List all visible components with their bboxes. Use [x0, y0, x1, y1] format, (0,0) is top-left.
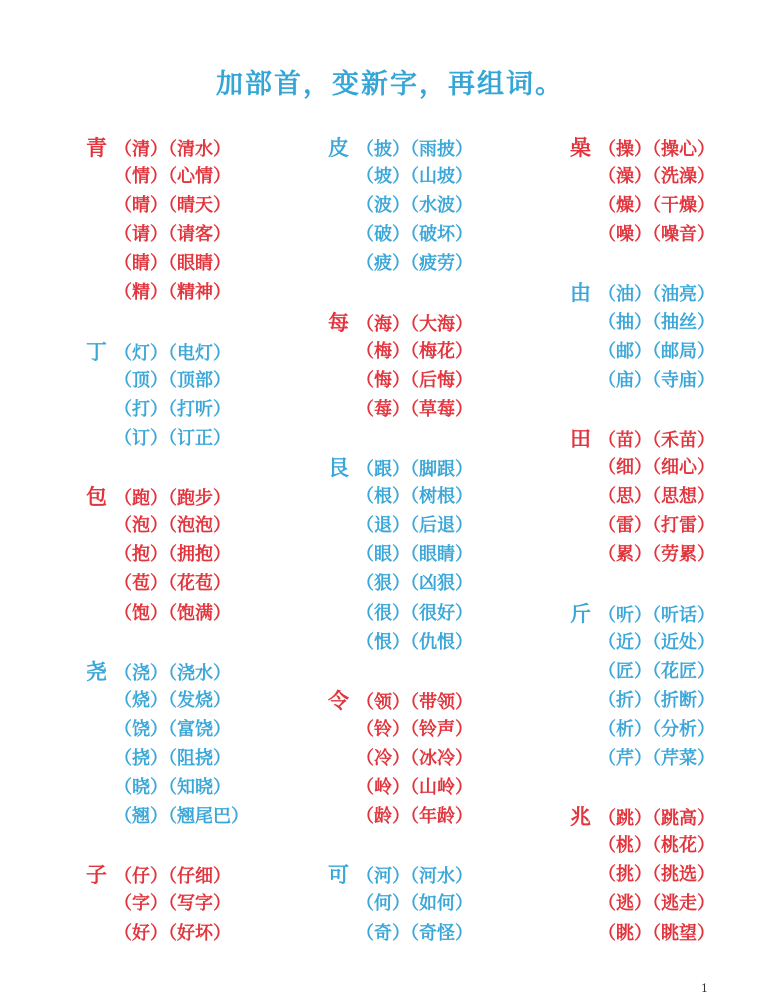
radical-base-char: 青 [86, 135, 107, 160]
word-line [328, 919, 473, 948]
word-line [570, 860, 715, 889]
new-char-and-word: （破）（破坏） [356, 224, 473, 246]
new-char-and-word: （跑）（跑步） [114, 488, 231, 510]
new-char-and-word: （精）（精神） [114, 282, 231, 304]
page-number: 1 [701, 982, 708, 995]
radical-base-char: 子 [86, 862, 107, 888]
word-line [570, 715, 715, 744]
new-char-and-word: （挑）（挑选） [598, 864, 715, 886]
word-line [86, 860, 249, 889]
word-line [328, 511, 473, 540]
new-char-and-word: （疲）（疲劳） [356, 253, 473, 275]
word-line [570, 686, 715, 715]
new-char-and-word: （浇）（浇水） [114, 662, 231, 684]
word-line [328, 162, 473, 191]
word-line [328, 191, 473, 220]
radical-base-char: 喿 [570, 135, 591, 160]
new-char-and-word: （思）（思想） [598, 486, 715, 508]
word-line [86, 889, 249, 918]
new-char-and-word: （打）（打听） [114, 398, 231, 420]
radical-base-char: 每 [328, 309, 349, 335]
word-line [328, 337, 473, 366]
new-char-and-word: （海）（大海） [356, 313, 473, 335]
word-line [86, 337, 249, 366]
new-char-and-word: （退）（后退） [356, 515, 473, 537]
word-line [328, 860, 473, 889]
new-char-and-word: （烧）（发烧） [114, 689, 231, 711]
word-line [86, 715, 249, 744]
new-char-and-word: （跟）（脚跟） [356, 459, 473, 481]
word-line [570, 511, 715, 540]
word-line [86, 569, 249, 598]
new-char-and-word: （析）（分析） [598, 718, 715, 740]
new-char-and-word: （泡）（泡泡） [114, 515, 231, 537]
word-line [570, 162, 715, 191]
word-line [570, 889, 715, 918]
word-line [570, 191, 715, 220]
word-line [570, 657, 715, 686]
word-line [570, 744, 715, 773]
new-char-and-word: （澡）（洗澡） [598, 166, 715, 188]
new-char-and-word: （翘）（翘尾巴） [114, 806, 249, 828]
new-char-and-word: （字）（写字） [114, 893, 231, 915]
new-char-and-word: （苞）（花苞） [114, 573, 231, 595]
new-char-and-word: （燥）（干燥） [598, 195, 715, 217]
new-char-and-word: （龄）（年龄） [356, 806, 473, 828]
word-line [570, 628, 715, 657]
new-char-and-word: （坡）（山坡） [356, 166, 473, 188]
new-char-and-word: （折）（折断） [598, 689, 715, 711]
radical-base-char: 包 [86, 484, 107, 510]
word-line [328, 249, 473, 278]
word-line [86, 162, 249, 191]
word-line [328, 628, 473, 657]
new-char-and-word: （细）（细心） [598, 457, 715, 479]
radical-base-char: 艮 [328, 455, 349, 481]
word-line [570, 308, 715, 337]
word-line [328, 220, 473, 249]
new-char-and-word: （岭）（山岭） [356, 777, 473, 799]
word-line [86, 220, 249, 249]
word-line [86, 511, 249, 540]
word-line [570, 337, 715, 366]
word-column-1 [86, 133, 249, 948]
new-char-and-word: （跳）（跳高） [598, 808, 715, 830]
word-line [86, 744, 249, 773]
new-char-and-word: （晴）（晴天） [114, 195, 231, 217]
word-line [86, 773, 249, 802]
new-char-and-word: （披）（雨披） [356, 139, 473, 160]
new-char-and-word: （苗）（禾苗） [598, 429, 715, 451]
new-char-and-word: （抱）（拥抱） [114, 544, 231, 566]
new-char-and-word: （灯）（电灯） [114, 342, 231, 364]
word-line [86, 191, 249, 220]
radical-base-char: 田 [570, 425, 591, 451]
radical-base-char: 兆 [570, 804, 591, 830]
word-line [328, 308, 473, 337]
new-char-and-word: （悔）（后悔） [356, 369, 473, 391]
word-line [570, 831, 715, 860]
new-char-and-word: （累）（劳累） [598, 544, 715, 566]
new-char-and-word: （情）（心情） [114, 166, 231, 188]
new-char-and-word: （桃）（桃花） [598, 835, 715, 857]
new-char-and-word: （顶）（顶部） [114, 369, 231, 391]
word-line [86, 133, 249, 162]
word-line [328, 802, 473, 831]
word-line [328, 744, 473, 773]
word-line [570, 366, 715, 395]
new-char-and-word: （清）（清水） [114, 139, 231, 160]
word-line [570, 540, 715, 569]
new-char-and-word: （眺）（眺望） [598, 922, 715, 944]
word-line [328, 686, 473, 715]
word-column-3 [570, 133, 715, 948]
new-char-and-word: （冷）（冰冷） [356, 747, 473, 769]
new-char-and-word: （挠）（阻挠） [114, 747, 231, 769]
word-line [328, 889, 473, 918]
word-line [570, 220, 715, 249]
new-char-and-word: （邮）（邮局） [598, 340, 715, 362]
word-line [86, 540, 249, 569]
radical-base-char: 斤 [570, 600, 591, 626]
word-line [570, 599, 715, 628]
new-char-and-word: （睛）（眼睛） [114, 253, 231, 275]
word-column-2 [328, 133, 473, 948]
radical-base-char: 可 [328, 862, 349, 888]
new-char-and-word: （庙）（寺庙） [598, 369, 715, 391]
new-char-and-word: （恨）（仇恨） [356, 631, 473, 653]
new-char-and-word: （芹）（芹菜） [598, 747, 715, 769]
new-char-and-word: （近）（近处） [598, 631, 715, 653]
new-char-and-word: （何）（如何） [356, 893, 473, 915]
new-char-and-word: （狠）（凶狠） [356, 573, 473, 595]
word-line [86, 366, 249, 395]
word-line [86, 686, 249, 715]
word-line [328, 569, 473, 598]
new-char-and-word: （抽）（抽丝） [598, 311, 715, 333]
new-char-and-word: （逃）（逃走） [598, 893, 715, 915]
word-line [570, 453, 715, 482]
radical-base-char: 皮 [328, 135, 349, 160]
word-line [328, 715, 473, 744]
word-line [328, 453, 473, 482]
radical-base-char: 由 [570, 280, 591, 306]
radical-base-char: 尧 [86, 658, 107, 684]
word-line [86, 278, 249, 307]
new-char-and-word: （根）（树根） [356, 486, 473, 508]
new-char-and-word: （请）（请客） [114, 224, 231, 246]
new-char-and-word: （雷）（打雷） [598, 515, 715, 537]
new-char-and-word: （领）（带领） [356, 691, 473, 713]
word-line [86, 657, 249, 686]
new-char-and-word: （奇）（奇怪） [356, 922, 473, 944]
radical-base-char: 令 [328, 687, 349, 713]
new-char-and-word: （很）（很好） [356, 602, 473, 624]
new-char-and-word: （仔）（仔细） [114, 866, 231, 888]
new-char-and-word: （饱）（饱满） [114, 602, 231, 624]
new-char-and-word: （操）（操心） [598, 139, 715, 160]
new-char-and-word: （饶）（富饶） [114, 718, 231, 740]
new-char-and-word: （订）（订正） [114, 427, 231, 449]
word-line [86, 599, 249, 628]
word-line [86, 249, 249, 278]
new-char-and-word: （晓）（知晓） [114, 777, 231, 799]
word-line [328, 773, 473, 802]
new-char-and-word: （铃）（铃声） [356, 718, 473, 740]
new-char-and-word: （好）（好坏） [114, 922, 231, 944]
new-char-and-word: （眼）（眼睛） [356, 544, 473, 566]
word-line [86, 802, 249, 831]
new-char-and-word: （油）（油亮） [598, 284, 715, 306]
new-char-and-word: （匠）（花匠） [598, 660, 715, 682]
word-line [328, 133, 473, 162]
page-title: 加部首，变新字，再组词。 [216, 69, 564, 100]
word-line [86, 482, 249, 511]
word-line [570, 919, 715, 948]
new-char-and-word: （听）（听话） [598, 604, 715, 626]
word-line [328, 540, 473, 569]
word-line [570, 802, 715, 831]
word-line [570, 482, 715, 511]
new-char-and-word: （莓）（草莓） [356, 398, 473, 420]
new-char-and-word: （梅）（梅花） [356, 340, 473, 362]
new-char-and-word: （河）（河水） [356, 866, 473, 888]
new-char-and-word: （噪）（噪音） [598, 224, 715, 246]
word-line [328, 482, 473, 511]
word-line [86, 919, 249, 948]
word-line [570, 133, 715, 162]
word-line [328, 395, 473, 424]
radical-base-char: 丁 [86, 338, 107, 364]
word-line [86, 424, 249, 453]
word-line [328, 366, 473, 395]
word-line [86, 395, 249, 424]
word-line [570, 278, 715, 307]
word-line [570, 424, 715, 453]
new-char-and-word: （波）（水波） [356, 195, 473, 217]
word-line [328, 599, 473, 628]
